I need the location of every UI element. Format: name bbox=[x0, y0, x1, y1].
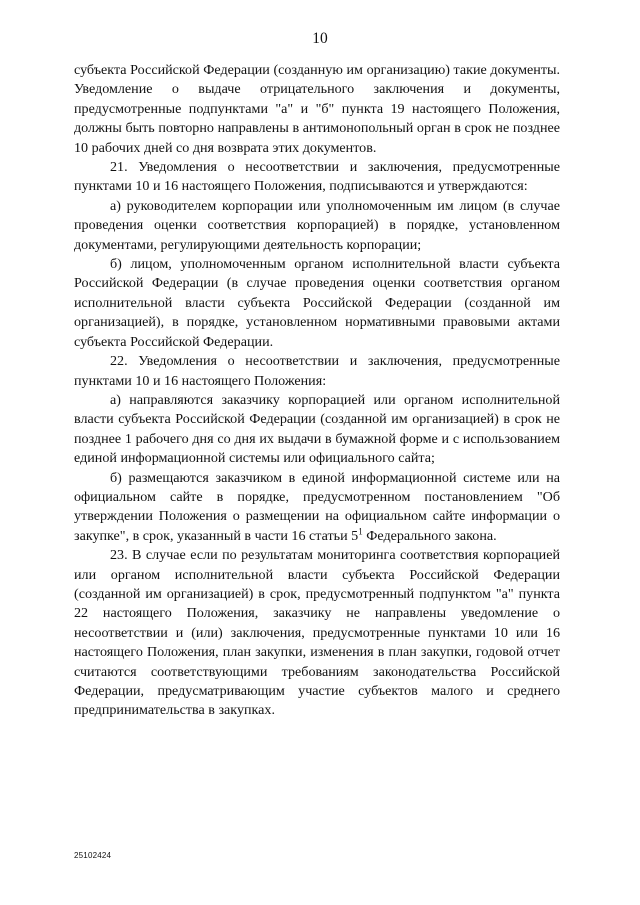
document-body bbox=[74, 61, 560, 721]
paragraph-21-a: а) руководителем корпорации или уполномоченным им лицом (в случае проведения оценки соответствия корпорацией) в порядке, установленном документами, регулирующими деятельность корпорации; bbox=[74, 197, 560, 253]
footnote-superscript: 1 bbox=[358, 526, 363, 537]
paragraph-21-b: б) лицом, уполномоченным органом исполнительной власти субъекта Российской Федерации (в случае проведения оценки соответствия органом исполнительной власти субъекта Российской Федерации (созданной им организацией), в порядке, установленном нормативными правовыми актами субъекта Российской Федерации. bbox=[74, 256, 560, 350]
paragraph-21: 21. Уведомления о несоответствии и заключения, предусмотренные пунктами 10 и 16 настоящего Положения, подписываются и утверждаются: bbox=[74, 159, 560, 195]
page-number: 10 bbox=[312, 30, 328, 47]
document-code: 25102424 bbox=[74, 851, 112, 860]
paragraph-22-b-tail: Федерального закона. bbox=[366, 527, 497, 544]
paragraph-22-b bbox=[74, 469, 560, 547]
paragraph-22: 22. Уведомления о несоответствии и заключения, предусмотренные пунктами 10 и 16 настоящего Положения: bbox=[74, 353, 560, 389]
paragraph-23: 23. В случае если по результатам мониторинга соответствия корпорацией или органом исполнительной власти субъекта Российской Федерации (созданной им организацией) в срок, предусмотренный подпунктом "а" пункта 22 настоящего Положения, заказчику не направлены уведомление о несоответствии и (или) заключения, предусмотренные пунктами 10 или 16 настоящего Положения, план закупки, изменения в план закупки, годовой отчет считаются соответствующими требованиям законодательства Российской Федерации, предусматривающим участие субъектов малого и среднего предпринимательства в закупках. bbox=[74, 547, 560, 719]
paragraph-22-b-text: б) размещаются заказчиком в единой информационной системе или на официальном сайте в порядке, предусмотренном постановлением "Об утверждении Положения о размещении на официальном сайте информации о закупке", в срок, указанный в части 16 статьи 5 bbox=[74, 469, 560, 544]
paragraph-continuation: субъекта Российской Федерации (созданную им организацию) такие документы. Уведомление о выдаче отрицательного заключения и документы, предусмотренные подпунктами "а" и "б" пункта 19 настоящего Положения, должны быть повторно направлены в антимонопольный орган в срок не позднее 10 рабочих дней со дня возврата этих документов. bbox=[74, 62, 560, 156]
paragraph-22-a: а) направляются заказчику корпорацией или органом исполнительной власти субъекта Российской Федерации (созданной им организацией) в срок не позднее 1 рабочего дня со дня их выдачи в бумажной форме и с использованием единой информационной системы или официального сайта; bbox=[74, 391, 560, 467]
